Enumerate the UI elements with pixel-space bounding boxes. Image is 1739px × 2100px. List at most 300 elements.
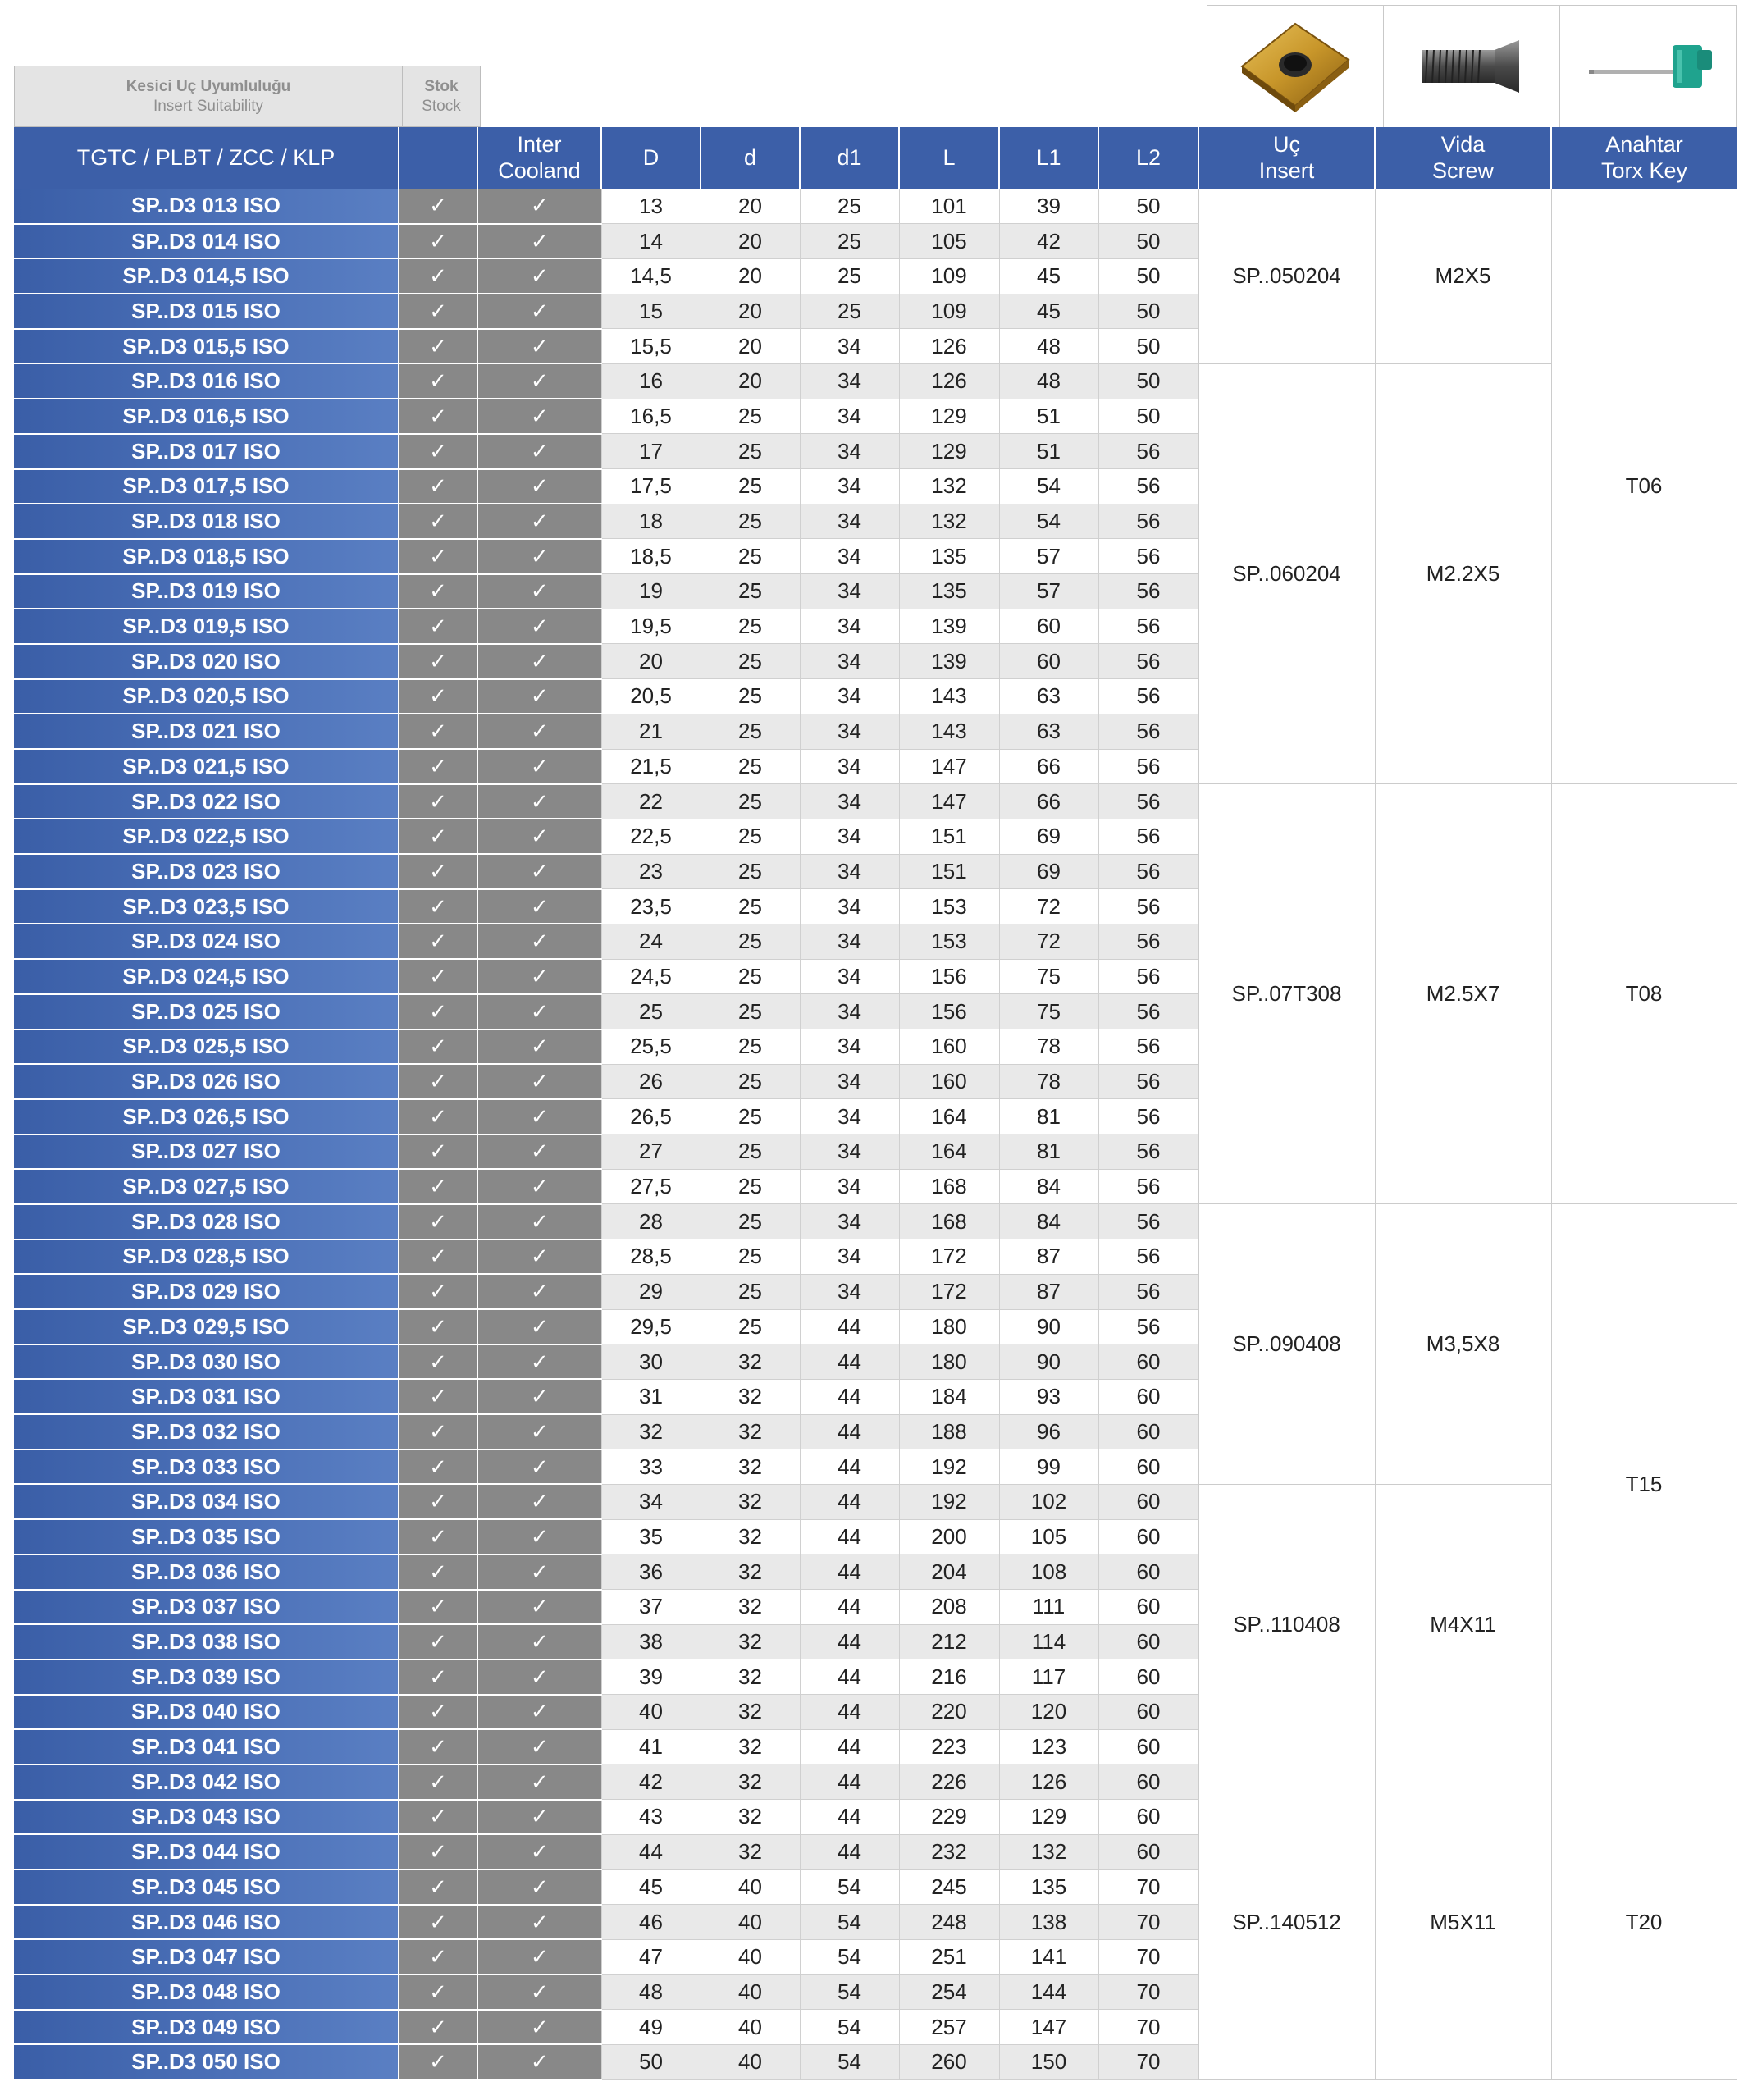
cell-L: 143: [899, 714, 999, 749]
coolant-check-icon: ✓: [477, 1099, 601, 1134]
screw-code-cell: M2.5X7: [1375, 784, 1551, 1204]
coolant-check-icon: ✓: [477, 679, 601, 714]
coolant-check-icon: ✓: [477, 1939, 601, 1974]
cell-d: 25: [701, 784, 800, 819]
coolant-check-icon: ✓: [477, 1344, 601, 1380]
cell-D: 29: [601, 1274, 701, 1309]
cell-d: 25: [701, 1064, 800, 1099]
cell-d: 40: [701, 1869, 800, 1905]
stock-check-icon: ✓: [399, 1659, 477, 1695]
cell-L2: 70: [1098, 1939, 1198, 1974]
cell-d: 25: [701, 714, 800, 749]
cell-L: 139: [899, 644, 999, 679]
stock-check-icon: ✓: [399, 1695, 477, 1730]
cell-L2: 60: [1098, 1554, 1198, 1590]
stock-check-icon: ✓: [399, 469, 477, 504]
cell-D: 25: [601, 994, 701, 1029]
cell-L2: 50: [1098, 224, 1198, 259]
cell-L: 132: [899, 469, 999, 504]
insert-code-cell: SP..050204: [1198, 189, 1375, 363]
cell-L2: 60: [1098, 1484, 1198, 1519]
tool-code-cell: SP..D3 030 ISO: [14, 1344, 399, 1380]
cell-L2: 56: [1098, 539, 1198, 574]
cell-D: 20,5: [601, 679, 701, 714]
stock-check-icon: ✓: [399, 363, 477, 399]
cell-D: 27: [601, 1134, 701, 1170]
cell-L: 212: [899, 1624, 999, 1659]
col-header-screw-1: Vida: [1440, 132, 1486, 158]
cell-L: 164: [899, 1134, 999, 1170]
col-header-insert-2: Insert: [1258, 158, 1315, 183]
tool-code-cell: SP..D3 015,5 ISO: [14, 329, 399, 364]
tool-code-cell: SP..D3 025 ISO: [14, 994, 399, 1029]
cell-d: 25: [701, 644, 800, 679]
cell-L: 151: [899, 819, 999, 854]
col-header-coolant: [477, 127, 601, 189]
insert-code-cell: SP..110408: [1198, 1484, 1375, 1764]
cell-d1: 44: [800, 1800, 899, 1835]
cell-L1: 126: [999, 1764, 1098, 1800]
cell-L: 180: [899, 1309, 999, 1344]
coolant-check-icon: ✓: [477, 363, 601, 399]
cell-L2: 70: [1098, 2044, 1198, 2079]
cell-D: 28: [601, 1204, 701, 1239]
insert-suitability-title-en: Insert Suitability: [153, 97, 264, 115]
cell-L1: 54: [999, 504, 1098, 539]
cell-d: 32: [701, 1554, 800, 1590]
tool-code-cell: SP..D3 017,5 ISO: [14, 469, 399, 504]
cell-d1: 34: [800, 994, 899, 1029]
cell-L: 204: [899, 1554, 999, 1590]
cell-D: 36: [601, 1554, 701, 1590]
insert-suitability-title-tr: Kesici Uç Uyumluluğu: [126, 77, 291, 95]
coolant-check-icon: ✓: [477, 1309, 601, 1344]
coolant-check-icon: ✓: [477, 1869, 601, 1905]
insert-image-box: [1207, 5, 1384, 128]
cell-L: 143: [899, 679, 999, 714]
cell-D: 42: [601, 1764, 701, 1800]
cell-D: 23,5: [601, 889, 701, 924]
cell-L: 216: [899, 1659, 999, 1695]
tool-code-cell: SP..D3 026,5 ISO: [14, 1099, 399, 1134]
cell-L1: 150: [999, 2044, 1098, 2079]
cell-L: 254: [899, 1974, 999, 2010]
cell-L2: 50: [1098, 294, 1198, 329]
cell-L1: 72: [999, 924, 1098, 959]
cell-d1: 34: [800, 889, 899, 924]
coolant-check-icon: ✓: [477, 714, 601, 749]
stock-check-icon: ✓: [399, 1204, 477, 1239]
stock-check-icon: ✓: [399, 854, 477, 889]
cell-d: 40: [701, 1905, 800, 1940]
cell-L2: 60: [1098, 1659, 1198, 1695]
cell-L: 109: [899, 294, 999, 329]
cell-D: 30: [601, 1344, 701, 1380]
cell-L2: 60: [1098, 1729, 1198, 1764]
cell-d1: 34: [800, 644, 899, 679]
cell-L: 248: [899, 1905, 999, 1940]
coolant-check-icon: ✓: [477, 1905, 601, 1940]
stock-check-icon: ✓: [399, 1029, 477, 1065]
coolant-check-icon: ✓: [477, 644, 601, 679]
coolant-check-icon: ✓: [477, 1274, 601, 1309]
cell-D: 22,5: [601, 819, 701, 854]
stock-check-icon: ✓: [399, 994, 477, 1029]
cell-D: 25,5: [601, 1029, 701, 1065]
col-header-stock: [399, 127, 477, 189]
cell-d: 25: [701, 1169, 800, 1204]
insert-code-cell: SP..140512: [1198, 1764, 1375, 2079]
cell-d1: 34: [800, 434, 899, 469]
cell-L: 192: [899, 1449, 999, 1485]
cell-L1: 75: [999, 994, 1098, 1029]
cell-d: 25: [701, 994, 800, 1029]
tool-code-cell: SP..D3 048 ISO: [14, 1974, 399, 2010]
cell-d1: 34: [800, 679, 899, 714]
cell-L1: 87: [999, 1239, 1098, 1275]
cell-d1: 54: [800, 1905, 899, 1940]
cell-L1: 45: [999, 294, 1098, 329]
cell-d1: 34: [800, 1204, 899, 1239]
torx-key-image-box: [1559, 5, 1737, 128]
tool-code-cell: SP..D3 042 ISO: [14, 1764, 399, 1800]
cell-D: 14,5: [601, 258, 701, 294]
cell-L: 229: [899, 1800, 999, 1835]
table-row: [14, 784, 1737, 819]
table-body: [14, 189, 1737, 2079]
coolant-check-icon: ✓: [477, 889, 601, 924]
cell-L2: 56: [1098, 819, 1198, 854]
tool-code-cell: SP..D3 026 ISO: [14, 1064, 399, 1099]
cell-L1: 123: [999, 1729, 1098, 1764]
coolant-check-icon: ✓: [477, 434, 601, 469]
cell-D: 24,5: [601, 959, 701, 994]
stock-check-icon: ✓: [399, 329, 477, 364]
cell-L2: 60: [1098, 1800, 1198, 1835]
cell-d: 25: [701, 679, 800, 714]
cell-d1: 44: [800, 1590, 899, 1625]
stock-check-icon: ✓: [399, 258, 477, 294]
cell-L: 139: [899, 609, 999, 644]
cell-D: 24: [601, 924, 701, 959]
cell-L1: 57: [999, 539, 1098, 574]
cell-L: 164: [899, 1099, 999, 1134]
cell-L2: 60: [1098, 1414, 1198, 1449]
cell-L1: 48: [999, 363, 1098, 399]
cell-L: 151: [899, 854, 999, 889]
cell-D: 28,5: [601, 1239, 701, 1275]
cell-L2: 56: [1098, 609, 1198, 644]
cell-d: 32: [701, 1624, 800, 1659]
coolant-check-icon: ✓: [477, 2010, 601, 2045]
cell-L1: 120: [999, 1695, 1098, 1730]
cell-d: 25: [701, 434, 800, 469]
coolant-check-icon: ✓: [477, 609, 601, 644]
cell-L2: 56: [1098, 714, 1198, 749]
cell-L: 200: [899, 1519, 999, 1554]
cell-d1: 44: [800, 1659, 899, 1695]
col-header-insert-1: Uç: [1273, 132, 1300, 158]
stock-check-icon: ✓: [399, 1729, 477, 1764]
col-header-screw-2: Screw: [1431, 158, 1494, 183]
holder-spec-table: [14, 127, 1737, 2080]
cell-L1: 84: [999, 1204, 1098, 1239]
cell-L1: 135: [999, 1869, 1098, 1905]
cell-L2: 60: [1098, 1834, 1198, 1869]
cell-D: 27,5: [601, 1169, 701, 1204]
cell-d: 25: [701, 399, 800, 434]
cell-L1: 81: [999, 1099, 1098, 1134]
tool-code-cell: SP..D3 023 ISO: [14, 854, 399, 889]
coolant-check-icon: ✓: [477, 329, 601, 364]
cell-L: 132: [899, 504, 999, 539]
stock-check-icon: ✓: [399, 1309, 477, 1344]
suitability-header-box: [14, 66, 481, 127]
table-row: [14, 363, 1737, 399]
cell-L1: 60: [999, 609, 1098, 644]
cell-d1: 25: [800, 189, 899, 224]
cell-L: 156: [899, 994, 999, 1029]
cell-d1: 54: [800, 1869, 899, 1905]
col-header-torx-key: [1551, 127, 1737, 189]
cell-d: 40: [701, 2010, 800, 2045]
coolant-check-icon: ✓: [477, 1554, 601, 1590]
cell-d: 25: [701, 924, 800, 959]
screw-code-cell: M5X11: [1375, 1764, 1551, 2079]
cell-d: 20: [701, 363, 800, 399]
cell-d: 32: [701, 1695, 800, 1730]
tool-code-cell: SP..D3 016,5 ISO: [14, 399, 399, 434]
cell-L2: 56: [1098, 1099, 1198, 1134]
cell-L1: 45: [999, 258, 1098, 294]
col-header-coolant-2: Cooland: [498, 158, 581, 183]
cell-d: 25: [701, 959, 800, 994]
cell-L: 168: [899, 1169, 999, 1204]
stock-check-icon: ✓: [399, 539, 477, 574]
screw-code-cell: M2.2X5: [1375, 363, 1551, 783]
cell-L1: 99: [999, 1449, 1098, 1485]
cell-L1: 84: [999, 1169, 1098, 1204]
cell-d1: 44: [800, 1484, 899, 1519]
tool-code-cell: SP..D3 049 ISO: [14, 2010, 399, 2045]
cell-L2: 50: [1098, 258, 1198, 294]
tool-code-cell: SP..D3 019 ISO: [14, 574, 399, 609]
coolant-check-icon: ✓: [477, 1204, 601, 1239]
cell-L: 223: [899, 1729, 999, 1764]
cell-d: 25: [701, 609, 800, 644]
cell-d1: 44: [800, 1519, 899, 1554]
tool-code-cell: SP..D3 034 ISO: [14, 1484, 399, 1519]
cell-d1: 54: [800, 2010, 899, 2045]
tool-code-cell: SP..D3 024,5 ISO: [14, 959, 399, 994]
tool-code-cell: SP..D3 020 ISO: [14, 644, 399, 679]
cell-d: 32: [701, 1414, 800, 1449]
coolant-check-icon: ✓: [477, 1590, 601, 1625]
tool-code-cell: SP..D3 031 ISO: [14, 1379, 399, 1414]
cell-L2: 56: [1098, 469, 1198, 504]
cell-L1: 114: [999, 1624, 1098, 1659]
coolant-check-icon: ✓: [477, 399, 601, 434]
coolant-check-icon: ✓: [477, 1800, 601, 1835]
cell-L1: 57: [999, 574, 1098, 609]
cell-L1: 60: [999, 644, 1098, 679]
cell-L2: 70: [1098, 2010, 1198, 2045]
coolant-check-icon: ✓: [477, 749, 601, 784]
cell-L: 180: [899, 1344, 999, 1380]
col-header-L: L: [899, 127, 999, 189]
tool-code-cell: SP..D3 050 ISO: [14, 2044, 399, 2079]
cell-L1: 54: [999, 469, 1098, 504]
stock-check-icon: ✓: [399, 1834, 477, 1869]
stock-check-icon: ✓: [399, 819, 477, 854]
tool-code-cell: SP..D3 027,5 ISO: [14, 1169, 399, 1204]
cell-d: 25: [701, 1274, 800, 1309]
cell-D: 39: [601, 1659, 701, 1695]
cell-L: 220: [899, 1695, 999, 1730]
cell-L1: 138: [999, 1905, 1098, 1940]
cell-d1: 34: [800, 819, 899, 854]
cell-L: 160: [899, 1029, 999, 1065]
cell-d: 32: [701, 1764, 800, 1800]
cell-L2: 60: [1098, 1695, 1198, 1730]
cell-L: 160: [899, 1064, 999, 1099]
col-header-d: d: [701, 127, 800, 189]
tool-code-cell: SP..D3 022 ISO: [14, 784, 399, 819]
stock-check-icon: ✓: [399, 1764, 477, 1800]
col-header-screw: [1375, 127, 1551, 189]
cell-D: 16,5: [601, 399, 701, 434]
cell-d1: 44: [800, 1624, 899, 1659]
cell-d1: 44: [800, 1309, 899, 1344]
cell-L: 135: [899, 539, 999, 574]
cell-d: 32: [701, 1519, 800, 1554]
tool-code-cell: SP..D3 035 ISO: [14, 1519, 399, 1554]
tool-code-cell: SP..D3 017 ISO: [14, 434, 399, 469]
tool-code-cell: SP..D3 027 ISO: [14, 1134, 399, 1170]
cell-D: 19: [601, 574, 701, 609]
cell-L2: 56: [1098, 1169, 1198, 1204]
tool-code-cell: SP..D3 038 ISO: [14, 1624, 399, 1659]
cell-L2: 50: [1098, 399, 1198, 434]
cell-D: 15,5: [601, 329, 701, 364]
cell-D: 40: [601, 1695, 701, 1730]
stock-check-icon: ✓: [399, 1099, 477, 1134]
cell-d: 25: [701, 819, 800, 854]
stock-heading: [403, 66, 480, 126]
cell-L2: 60: [1098, 1379, 1198, 1414]
cell-D: 18,5: [601, 539, 701, 574]
cell-d1: 34: [800, 1099, 899, 1134]
cell-d: 40: [701, 1974, 800, 2010]
cell-L1: 63: [999, 714, 1098, 749]
cell-d1: 44: [800, 1729, 899, 1764]
stock-check-icon: ✓: [399, 749, 477, 784]
cell-d: 25: [701, 1099, 800, 1134]
coolant-check-icon: ✓: [477, 1974, 601, 2010]
coolant-check-icon: ✓: [477, 854, 601, 889]
cell-L2: 56: [1098, 959, 1198, 994]
cell-L2: 56: [1098, 1274, 1198, 1309]
col-header-torx-key-1: Anahtar: [1605, 132, 1683, 158]
coolant-check-icon: ✓: [477, 224, 601, 259]
cell-L: 156: [899, 959, 999, 994]
tool-code-cell: SP..D3 039 ISO: [14, 1659, 399, 1695]
stock-check-icon: ✓: [399, 1344, 477, 1380]
insert-code-cell: SP..090408: [1198, 1204, 1375, 1485]
cell-L1: 90: [999, 1344, 1098, 1380]
cell-L1: 78: [999, 1029, 1098, 1065]
tool-code-cell: SP..D3 041 ISO: [14, 1729, 399, 1764]
cell-L2: 56: [1098, 749, 1198, 784]
cell-L1: 78: [999, 1064, 1098, 1099]
cell-D: 18: [601, 504, 701, 539]
screw-image-box: [1383, 5, 1560, 128]
coolant-check-icon: ✓: [477, 1134, 601, 1170]
cell-L2: 56: [1098, 784, 1198, 819]
cell-L1: 144: [999, 1974, 1098, 2010]
cell-d: 25: [701, 469, 800, 504]
cell-L1: 111: [999, 1590, 1098, 1625]
cell-L1: 51: [999, 399, 1098, 434]
tool-code-cell: SP..D3 047 ISO: [14, 1939, 399, 1974]
cell-L1: 108: [999, 1554, 1098, 1590]
cell-L1: 66: [999, 749, 1098, 784]
col-header-torx-key-2: Torx Key: [1600, 158, 1688, 183]
cell-L2: 50: [1098, 363, 1198, 399]
cell-D: 13: [601, 189, 701, 224]
cell-L1: 48: [999, 329, 1098, 364]
cell-L: 172: [899, 1239, 999, 1275]
cell-L1: 147: [999, 2010, 1098, 2045]
tool-code-cell: SP..D3 043 ISO: [14, 1800, 399, 1835]
cell-L: 147: [899, 784, 999, 819]
cell-d1: 34: [800, 399, 899, 434]
tool-code-cell: SP..D3 029 ISO: [14, 1274, 399, 1309]
tool-code-cell: SP..D3 018,5 ISO: [14, 539, 399, 574]
cell-d1: 34: [800, 504, 899, 539]
cell-L2: 70: [1098, 1905, 1198, 1940]
cell-L: 135: [899, 574, 999, 609]
cell-d: 20: [701, 329, 800, 364]
coolant-check-icon: ✓: [477, 784, 601, 819]
cell-D: 31: [601, 1379, 701, 1414]
stock-check-icon: ✓: [399, 224, 477, 259]
cell-L2: 56: [1098, 644, 1198, 679]
coolant-check-icon: ✓: [477, 539, 601, 574]
cell-d1: 34: [800, 784, 899, 819]
col-header-code: TGTC / PLBT / ZCC / KLP: [14, 127, 399, 189]
cell-d1: 34: [800, 609, 899, 644]
cell-d1: 54: [800, 1974, 899, 2010]
cell-d: 20: [701, 189, 800, 224]
cell-d1: 44: [800, 1695, 899, 1730]
cell-d1: 34: [800, 1274, 899, 1309]
cell-L1: 63: [999, 679, 1098, 714]
cell-L: 126: [899, 329, 999, 364]
stock-title-en: Stock: [422, 97, 461, 115]
cell-d: 32: [701, 1484, 800, 1519]
cell-d: 40: [701, 1939, 800, 1974]
cell-D: 21,5: [601, 749, 701, 784]
cell-D: 43: [601, 1800, 701, 1835]
coolant-check-icon: ✓: [477, 1029, 601, 1065]
coolant-check-icon: ✓: [477, 258, 601, 294]
tool-code-cell: SP..D3 021 ISO: [14, 714, 399, 749]
cell-L1: 51: [999, 434, 1098, 469]
cell-L1: 42: [999, 224, 1098, 259]
cell-L2: 56: [1098, 854, 1198, 889]
stock-check-icon: ✓: [399, 1905, 477, 1940]
